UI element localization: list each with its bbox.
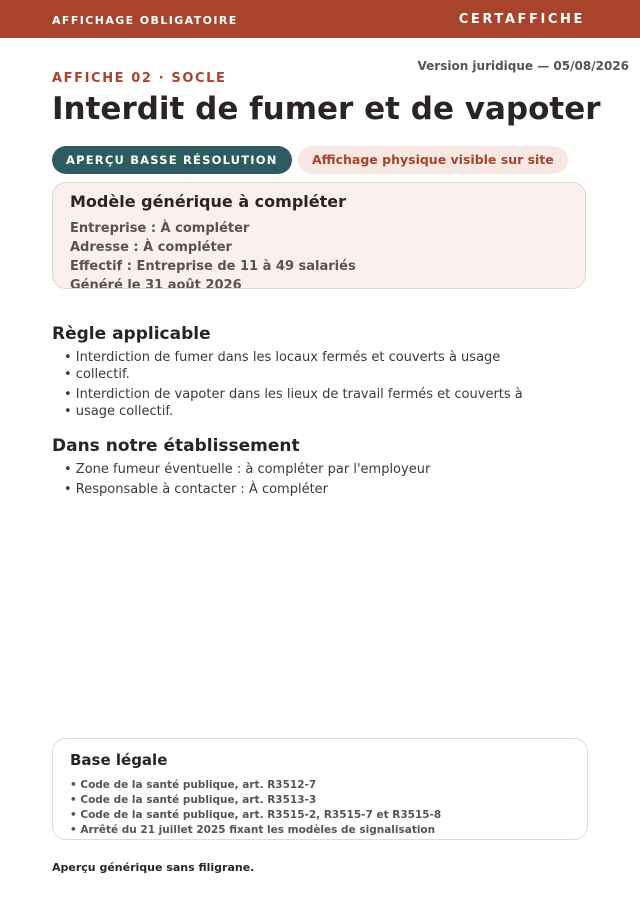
- headcount-field: Effectif : Entreprise de 11 à 49 salariés: [70, 259, 356, 274]
- generated-date: Généré le 31 août 2026: [70, 278, 242, 289]
- legal-basis-title: Base légale: [70, 751, 168, 769]
- brand-name: CERTAFFICHE: [458, 12, 585, 27]
- rule-line: • Interdiction de vapoter dans les lieux de travail fermés et couverts à: [64, 387, 523, 402]
- rule-line: • usage collectif.: [64, 404, 174, 419]
- establishment-line: • Responsable à contacter : À compléter: [64, 482, 329, 497]
- legal-basis-card: [52, 738, 588, 840]
- mandatory-display-label: AFFICHAGE OBLIGATOIRE: [52, 14, 238, 27]
- low-res-preview-badge: APERÇU BASSE RÉSOLUTION: [52, 146, 292, 174]
- establishment-line: • Zone fumeur éventuelle : à compléter par l'employeur: [64, 462, 431, 477]
- top-banner: [0, 0, 640, 38]
- rule-line: • collectif.: [64, 367, 130, 382]
- model-card: [52, 182, 586, 289]
- rule-section-title: Règle applicable: [52, 324, 211, 344]
- legal-reference: • Code de la santé publique, art. R3513-3: [70, 794, 317, 806]
- physical-display-badge: Affichage physique visible sur site: [298, 146, 568, 174]
- legal-reference: • Arrêté du 21 juillet 2025 fixant les modèles de signalisation: [70, 824, 436, 836]
- company-field: Entreprise : À compléter: [70, 221, 250, 236]
- poster-kicker: AFFICHE 02 · SOCLE: [52, 71, 227, 86]
- page-title: Interdit de fumer et de vapoter: [52, 91, 601, 127]
- model-card-title: Modèle générique à compléter: [70, 192, 347, 211]
- address-field: Adresse : À compléter: [70, 240, 232, 255]
- footer-note: Aperçu générique sans filigrane.: [52, 861, 255, 874]
- legal-version: Version juridique — 05/08/2026: [417, 59, 629, 73]
- legal-reference: • Code de la santé publique, art. R3515-2, R3515-7 et R3515-8: [70, 809, 442, 821]
- legal-reference: • Code de la santé publique, art. R3512-7: [70, 779, 317, 791]
- rule-line: • Interdiction de fumer dans les locaux fermés et couverts à usage: [64, 350, 501, 365]
- establishment-section-title: Dans notre établissement: [52, 436, 300, 456]
